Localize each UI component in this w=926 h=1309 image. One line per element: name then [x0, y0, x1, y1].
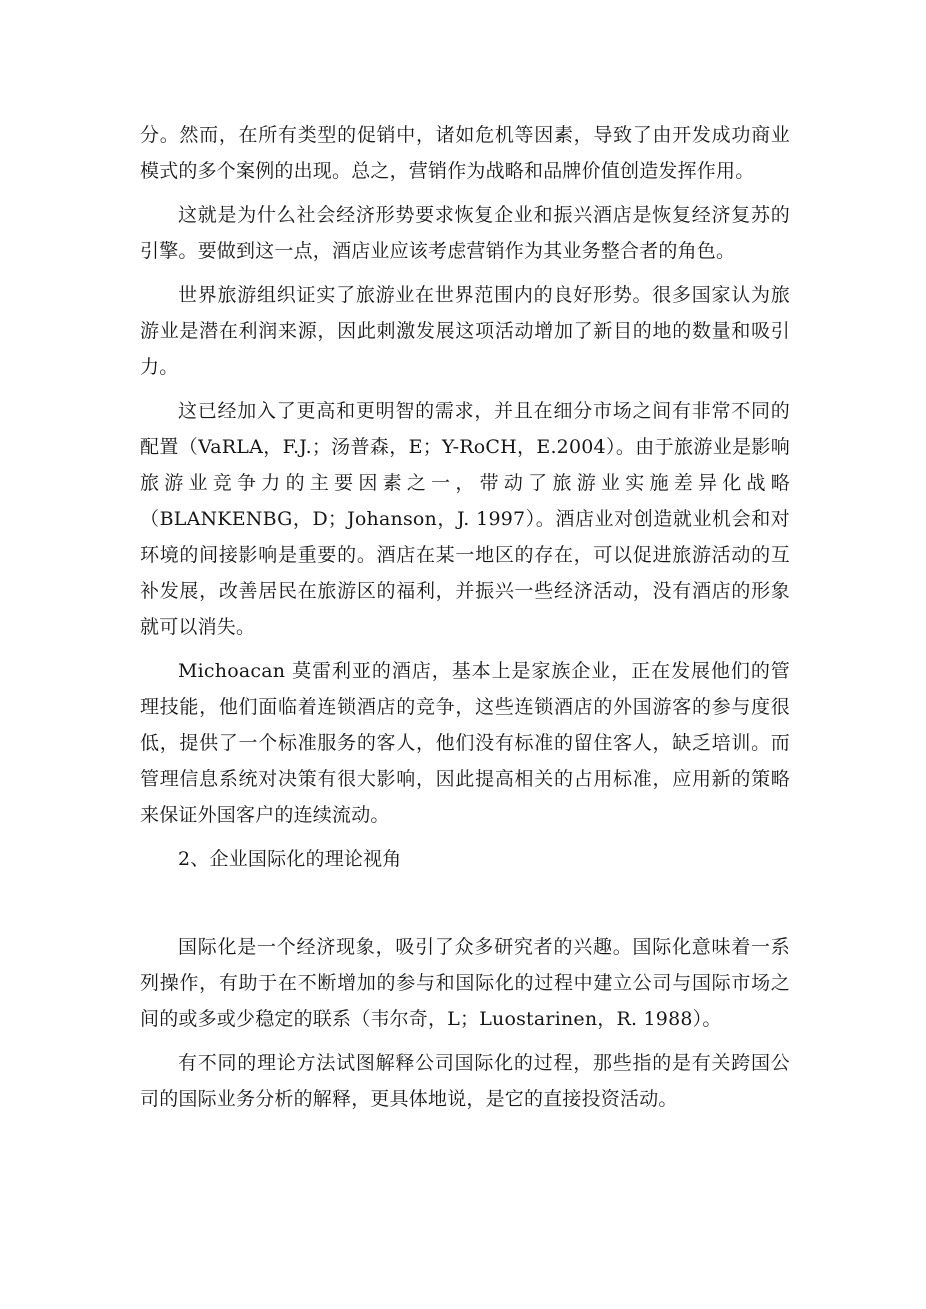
paragraph: Michoacan 莫雷利亚的酒店，基本上是家族企业，正在发展他们的管理技能，他们面临着连锁酒店的竞争，这些连锁酒店的外国游客的参与度很低，提供了一个标准服务的客人，他们没有标准的留住客人，缺乏培训。而管理信息系统对决策有很大影响，因此提高相关的占用标准，应用新的策略来保证外国客户的连续流动。 [140, 660, 790, 826]
paragraph-spacer [140, 885, 790, 929]
paragraph: 这就是为什么社会经济形势要求恢复企业和振兴酒店是恢复经济复苏的引擎。要做到这一点，酒店业应该考虑营销作为其业务整合者的角色。 [140, 204, 790, 262]
paragraph: 有不同的理论方法试图解释公司国际化的过程，那些指的是有关跨国公司的国际业务分析的解释，更具体地说，是它的直接投资活动。 [140, 1052, 790, 1110]
paragraph: 世界旅游组织证实了旅游业在世界范围内的良好形势。很多国家认为旅游业是潜在利润来源，因此刺激发展这项活动增加了新目的地的数量和吸引力。 [140, 284, 790, 378]
paragraph: 分。然而，在所有类型的促销中，诸如危机等因素，导致了由开发成功商业模式的多个案例的出现。总之，营销作为战略和品牌价值创造发挥作用。 [140, 124, 790, 182]
section-heading: 2、企业国际化的理论视角 [178, 848, 402, 870]
paragraph: 国际化是一个经济现象，吸引了众多研究者的兴趣。国际化意味着一系列操作，有助于在不断增加的参与和国际化的过程中建立公司与国际市场之间的或多或少稳定的联系（韦尔奇，L；Luostarinen，R. 1988）。 [140, 936, 790, 1030]
paragraph: 这已经加入了更高和更明智的需求，并且在细分市场之间有非常不同的配置（VaRLA，F.J.；汤普森，E；Y-RoCH，E.2004）。由于旅游业是影响旅游业竞争力的主要因素之一，带动了旅游业实施差异化战略（BLANKENBG，D；Johanson，J. 1997）。酒店业对创造就业机会和对环境的间接影响是重要的。酒店在某一地区的存在，可以促进旅游活动的互补发展，改善居民在旅游区的福利，并振兴一些经济活动，没有酒店的形象就可以消失。 [140, 400, 790, 638]
